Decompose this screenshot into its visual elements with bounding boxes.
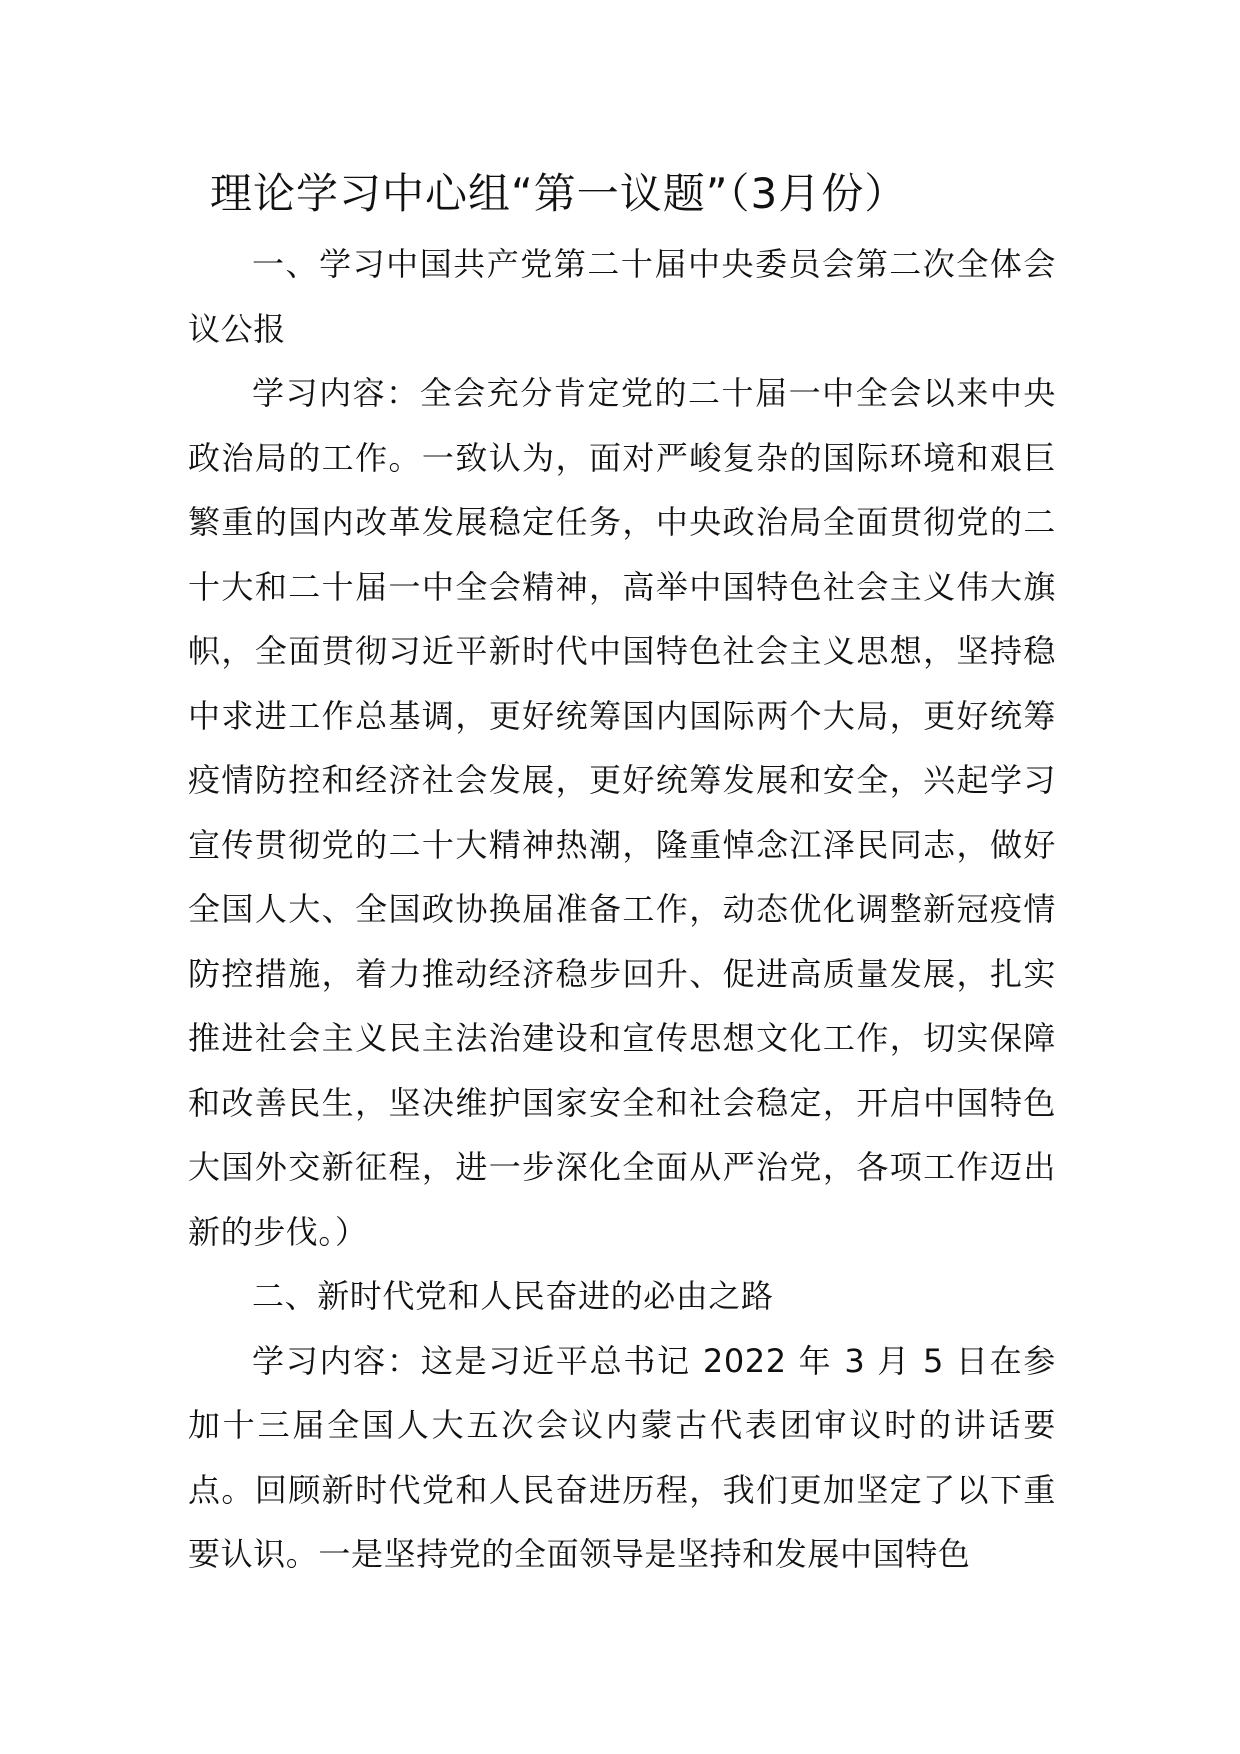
document-body [188,232,1056,1587]
study-content-paragraph-1: 学习内容：全会充分肯定党的二十届一中全会以来中央政治局的工作。一致认为，面对严峻复杂的国际环境和艰巨繁重的国内改革发展稳定任务，中央政治局全面贯彻党的二十大和二十届一中全会精神，高举中国特色社会主义伟大旗帜，全面贯彻习近平新时代中国特色社会主义思想，坚持稳中求进工作总基调，更好统筹国内国际两个大局，更好统筹疫情防控和经济社会发展，更好统筹发展和安全，兴起学习宣传贯彻党的二十大精神热潮，隆重悼念江泽民同志，做好全国人大、全国政协换届准备工作，动态优化调整新冠疫情防控措施，着力推动经济稳步回升、促进高质量发展，扎实推进社会主义民主法治建设和宣传思想文化工作，切实保障和改善民生，坚决维护国家安全和社会稳定，开启中国特色大国外交新征程，进一步深化全面从严治党，各项工作迈出新的步伐。） [188,374,1056,1251]
document-title: 理论学习中心组“第一议题”（3月份） [210,169,908,218]
section-heading-2: 二、新时代党和人民奋进的必由之路 [252,1277,774,1315]
section-heading-1: 一、学习中国共产党第二十届中央委员会第二次全体会议公报 [188,245,1056,348]
study-content-paragraph-2: 学习内容：这是习近平总书记 2022 年 3 月 5 日在参加十三届全国人大五次会议内蒙古代表团审议时的讲话要点。回顾新时代党和人民奋进历程，我们更加坚定了以下重要认识。一是坚持党的全面领导是坚持和发展中国特色 [188,1341,1056,1573]
